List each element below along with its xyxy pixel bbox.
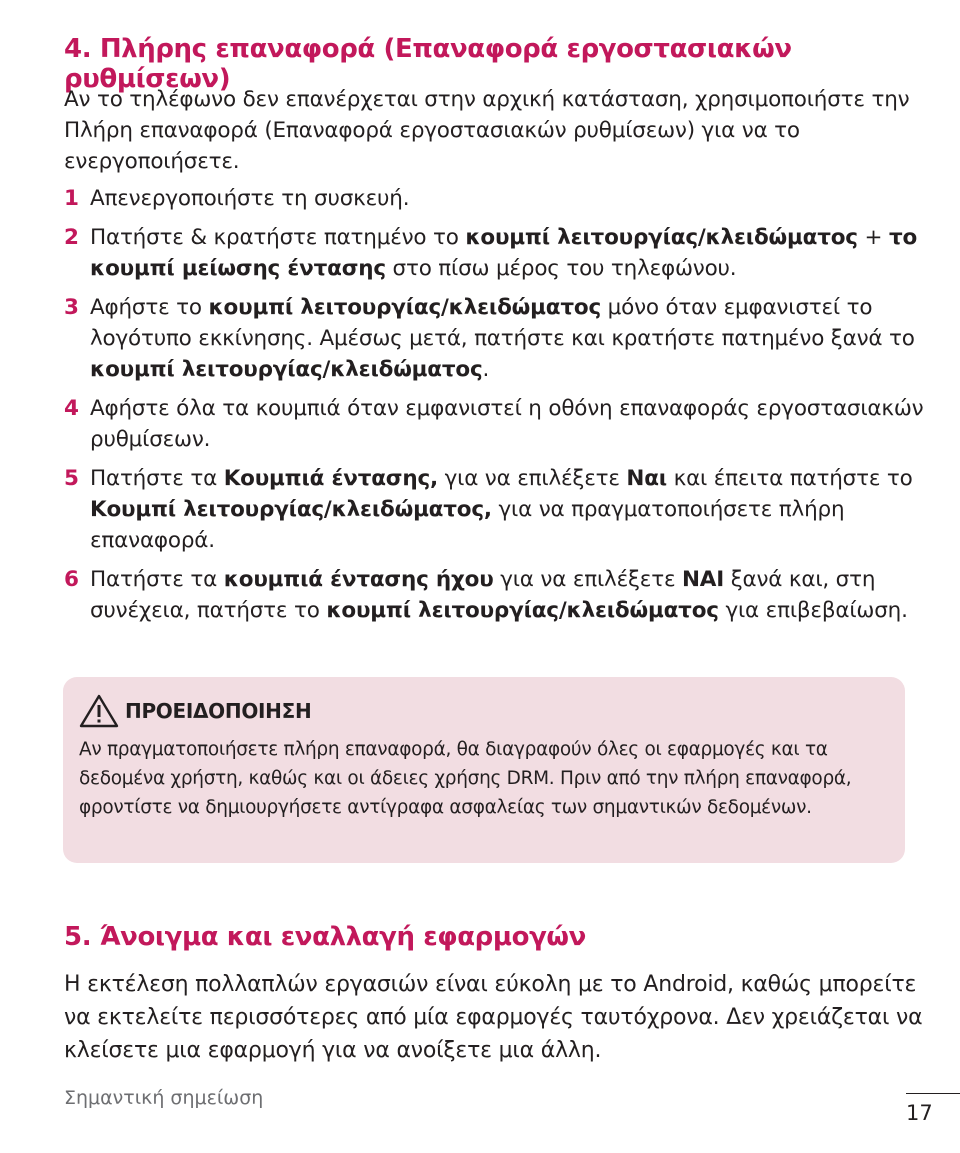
step-text-bold: Κουμπί λειτουργίας/κλειδώματος,	[90, 497, 492, 522]
step-text-run: Πατήστε τα	[90, 567, 224, 592]
section-5-intro: Η εκτέλεση πολλαπλών εργασιών είναι εύκολη με το Android, καθώς μπορείτε να εκτελείτε περισσότερες από μία εφαρμογές ταυτόχρονα. Δεν χρειάζεται να κλείσετε μια εφαρμογή για να ανοίξετε μια άλλη.	[64, 972, 923, 1063]
step-text-bold: Ναι	[626, 466, 667, 491]
reset-steps-list	[64, 183, 934, 634]
section-4-intro: Αν το τηλέφωνο δεν επανέρχεται στην αρχική κατάσταση, χρησιμοποιήστε την Πλήρη επαναφορά (Επαναφορά εργοστασιακών ρυθμίσεων) για να το ενεργοποιήσετε.	[64, 87, 910, 174]
step-number: 1	[64, 186, 79, 211]
warning-box	[63, 677, 905, 863]
section-4-heading: 4. Πλήρης επαναφορά (Επαναφορά εργοστασιακών ρυθμίσεων)	[64, 34, 792, 94]
step-number: 4	[64, 396, 79, 421]
step-item	[64, 463, 934, 556]
warning-title: ΠΡΟΕΙΔΟΠΟΙΗΣΗ	[125, 699, 312, 723]
warning-triangle-icon	[79, 694, 119, 728]
step-text-run: +	[857, 225, 889, 250]
step-item	[64, 564, 934, 626]
section-5-heading: 5. Άνοιγμα και εναλλαγή εφαρμογών	[64, 922, 586, 952]
step-number: 3	[64, 295, 79, 320]
step-text	[90, 295, 915, 382]
step-text-run: Απενεργοποιήστε τη συσκευή.	[90, 186, 410, 211]
step-text-run: για επιβεβαίωση.	[718, 598, 908, 623]
step-text	[90, 466, 913, 553]
step-text-run: για να επιλέξετε	[493, 567, 683, 592]
step-number: 5	[64, 466, 79, 491]
page-number-rule	[906, 1093, 960, 1094]
step-item	[64, 292, 934, 385]
step-text-run: Πατήστε τα	[90, 466, 224, 491]
step-text-run: και έπειτα πατήστε το	[666, 466, 913, 491]
step-item	[64, 183, 934, 214]
step-text-run: για να πραγματοποιήσετε πλήρη επαναφορά.	[90, 497, 845, 553]
footer-note: Σημαντική σημείωση	[64, 1087, 264, 1109]
step-text-run: Πατήστε & κρατήστε πατημένο το	[90, 225, 466, 250]
step-text	[90, 186, 409, 211]
step-text-bold: ΝΑΙ	[682, 567, 725, 592]
step-text-bold: το κουμπί μείωσης έντασης	[90, 225, 918, 281]
page-number: 17	[906, 1101, 933, 1125]
step-text	[90, 396, 923, 452]
step-text-bold: κουμπί λειτουργίας/κλειδώματος	[208, 295, 601, 320]
step-text-run: .	[482, 357, 490, 382]
step-text-run: ξανά και, στη συνέχεια, πατήστε το	[90, 567, 876, 623]
step-number: 6	[64, 567, 79, 592]
step-text	[90, 225, 917, 281]
step-text-bold: Κουμπιά έντασης,	[223, 466, 438, 491]
step-text	[90, 567, 908, 623]
warning-header	[79, 691, 889, 731]
step-text-run: Αφήστε όλα τα κουμπιά όταν εμφανιστεί η οθόνη επαναφοράς εργοστασιακών ρυθμίσεων.	[90, 396, 924, 452]
step-text-run: στο πίσω μέρος του τηλεφώνου.	[385, 256, 737, 281]
step-text-bold: κουμπιά έντασης ήχου	[223, 567, 494, 592]
warning-text: Αν πραγματοποιήσετε πλήρη επαναφορά, θα διαγραφούν όλες οι εφαρμογές και τα δεδομένα χρήστη, καθώς και οι άδειες χρήσης DRM. Πριν από την πλήρη επαναφορά, φροντίστε να δημιουργήσετε αντίγραφα ασφαλείας των σημαντικών δεδομένων.	[79, 739, 852, 818]
step-text-bold: κουμπί λειτουργίας/κλειδώματος	[326, 598, 719, 623]
step-item	[64, 393, 934, 455]
step-text-bold: κουμπί λειτουργίας/κλειδώματος	[90, 357, 483, 382]
step-text-run: Αφήστε το	[90, 295, 209, 320]
step-text-bold: κουμπί λειτουργίας/κλειδώματος	[465, 225, 858, 250]
step-text-run: για να επιλέξετε	[437, 466, 627, 491]
step-number: 2	[64, 225, 79, 250]
step-text-run: μόνο όταν εμφανιστεί το λογότυπο εκκίνησης. Αμέσως μετά, πατήστε και κρατήστε πατημένο ξανά το	[90, 295, 915, 351]
step-item	[64, 222, 934, 284]
